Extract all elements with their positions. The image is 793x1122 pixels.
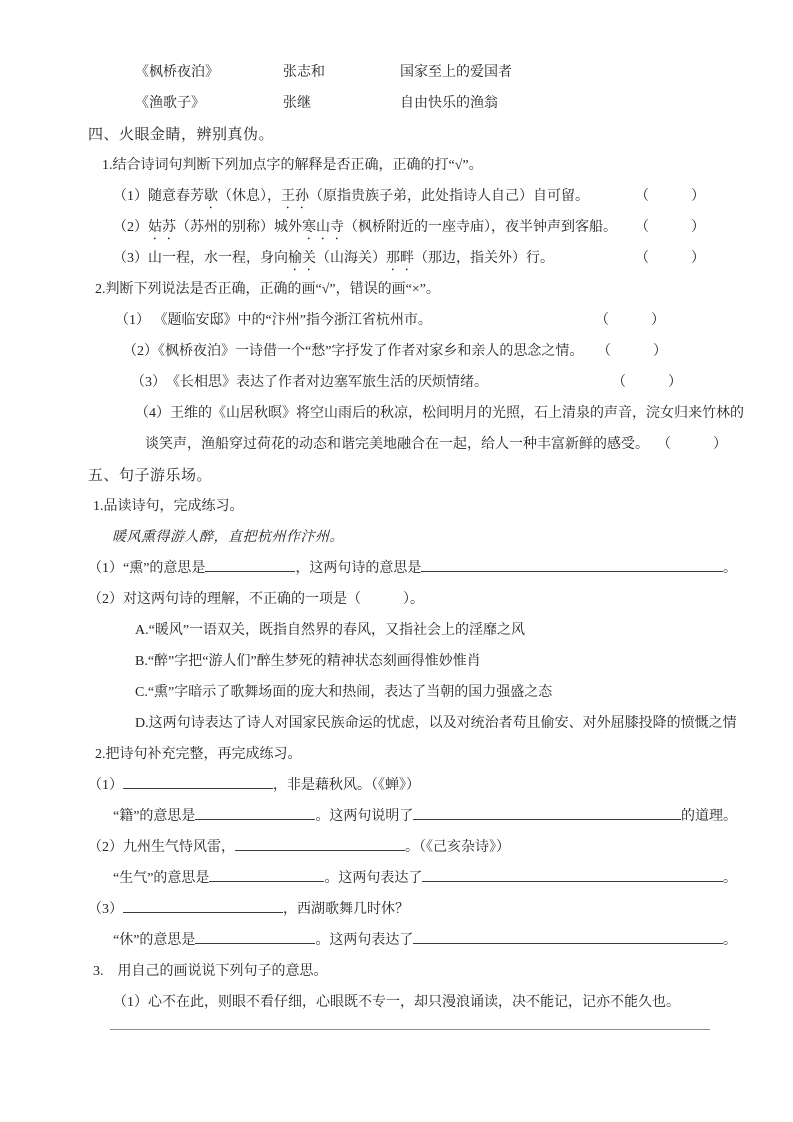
item-text-part: （原指贵族子弟，此处指诗人自己）自可留。 <box>309 189 589 204</box>
answer-blank <box>421 561 723 572</box>
s5-q1-sub-1 <box>88 558 737 580</box>
s5-q3-sub-1: （1）心不在此，则眼不看仔细，心眼既不专一，却只漫浪诵读，决不能记，记亦不能久也。 <box>113 995 680 1010</box>
answer-brackets: （ ） <box>635 189 705 204</box>
dotted-char: 寒山寺 <box>302 220 344 235</box>
option-a: A.“暖风”一语双关，既指自然界的春风，又指社会上的淫靡之风 <box>135 623 526 638</box>
fill-text: 。 <box>723 561 737 576</box>
item-text: （3） 《长相思》表达了作者对边塞军旅生活的厌烦情绪。 <box>131 375 488 390</box>
answer-blank <box>422 871 723 882</box>
s5-q2-sub-2b <box>88 868 737 890</box>
poem-title: 《渔歌子》 <box>135 96 205 111</box>
answer-writing-line <box>110 1029 710 1030</box>
fill-text: 。这两句表达了 <box>315 933 414 948</box>
answer-blank <box>195 933 315 944</box>
answer-brackets: （ ） <box>635 251 705 266</box>
s5-q1-intro: 1.品读诗句，完成练习。 <box>93 499 244 514</box>
section-5-heading: 五、句子游乐场。 <box>88 468 213 484</box>
s4-q2-intro: 2.判断下列说法是否正确，正确的画“√”，错误的画“×”。 <box>95 282 440 297</box>
answer-brackets: （ ） <box>657 437 727 452</box>
answer-blank <box>123 778 273 789</box>
s4-q1-item-3 <box>88 248 737 270</box>
answer-brackets: （ ） <box>595 313 665 328</box>
answer-blank <box>235 840 405 851</box>
fill-text: 。 <box>723 933 737 948</box>
s5-q2-sub-3b <box>88 930 737 952</box>
answer-brackets: （ ） <box>612 375 682 390</box>
item-text: （1） 《题临安邸》中的“汴州”指今浙江省杭州市。 <box>115 313 432 328</box>
item-text-part: （2） <box>113 220 148 235</box>
s4-q1-item-2 <box>88 217 737 239</box>
dotted-char: 王孙 <box>281 189 309 204</box>
option-c: C.“熏”字暗示了歌舞场面的庞大和热闹，表达了当朝的国力强盛之态 <box>135 685 553 700</box>
answer-blank <box>123 902 283 913</box>
answer-blank <box>413 933 723 944</box>
fill-text: 。 <box>723 871 737 886</box>
answer-blank <box>205 561 295 572</box>
s4-q1-item-1 <box>88 186 737 208</box>
fill-text: 的道理。 <box>681 809 737 824</box>
item-text-part: （休息）， <box>218 189 281 204</box>
answer-blank <box>209 871 324 882</box>
item-text-part: （山海关） <box>316 251 386 266</box>
poem-author: 张继 <box>283 96 311 111</box>
matching-row <box>88 93 737 115</box>
fill-text: 。这两句表达了 <box>324 871 423 886</box>
s5-q2-sub-1b <box>88 806 737 828</box>
s4-q2-item-2 <box>88 341 737 363</box>
fill-text: ，这两句诗的意思是 <box>295 561 422 576</box>
dotted-char: 那畔 <box>386 251 414 266</box>
item-text <box>113 186 589 212</box>
dotted-char: 榆关 <box>288 251 316 266</box>
section-4-heading: 四、火眼金睛，辨别真伪。 <box>88 127 275 143</box>
s5-q1-sub-2: （2）对这两句诗的理解，不正确的一项是（ ）。 <box>88 592 424 607</box>
item-text: 谈笑声，渔船穿过荷花的动态和谐完美地融合在一起，给人一种丰富新鲜的感受。 <box>145 437 649 452</box>
item-text <box>113 248 554 274</box>
poem-line: 暖风熏得游人醉，直把杭州作汴州。 <box>112 530 344 545</box>
item-text-part: （1）随意春芳 <box>113 189 204 204</box>
s5-q2-sub-3 <box>88 899 737 921</box>
fill-text: “生气”的意思是 <box>113 871 210 886</box>
s4-q1-intro: 1.结合诗词句判断下列加点字的解释是否正确，正确的打“√”。 <box>102 158 483 173</box>
fill-text: ，非是藉秋风。（《蝉》） <box>273 778 420 793</box>
fill-text: （1） <box>88 778 123 793</box>
item-text-part: （3）山一程，水一程，身向 <box>113 251 288 266</box>
option-d: D.这两句诗表达了诗人对国家民族命运的忧虑，以及对统治者苟且偷安、对外屈膝投降的愤慨之情 <box>135 716 737 731</box>
s5-q2-sub-2 <box>88 837 737 859</box>
fill-text: 。这两句说明了 <box>315 809 414 824</box>
s5-q2-intro: 2.把诗句补充完整，再完成练习。 <box>95 747 302 762</box>
poem-title: 《枫桥夜泊》 <box>135 65 219 80</box>
s4-q2-item-1 <box>88 310 737 332</box>
poem-author: 张志和 <box>283 65 325 80</box>
fill-text: （1）“熏”的意思是 <box>88 561 206 576</box>
answer-brackets: （ ） <box>635 220 705 235</box>
s5-q3-intro: 3. 用自己的画说说下列句子的意思。 <box>93 964 328 979</box>
s4-q2-item-4-line-1: （4）王维的《山居秋暝》将空山雨后的秋凉，松间明月的光照，石上清泉的声音，浣女归来竹林的 <box>135 406 744 421</box>
fill-text: “籍”的意思是 <box>113 809 196 824</box>
item-text-part: （枫桥附近的一座寺庙），夜半钟声到客船。 <box>344 220 617 235</box>
poem-description: 自由快乐的渔翁 <box>400 96 498 111</box>
answer-blank <box>413 809 681 820</box>
dotted-char: 姑苏 <box>148 220 176 235</box>
s4-q2-item-3 <box>88 372 737 394</box>
fill-text: （3） <box>88 902 123 917</box>
option-b: B.“醉”字把“游人们”醉生梦死的精神状态刻画得惟妙惟肖 <box>135 654 481 669</box>
fill-text: ，西湖歌舞几时休？ <box>283 902 409 917</box>
s4-q2-item-4-line-2 <box>88 434 737 456</box>
dotted-char: 歇 <box>204 189 218 204</box>
s5-q2-sub-1 <box>88 775 737 797</box>
item-text-part: （那边，指关外）行。 <box>414 251 554 266</box>
fill-text: “休”的意思是 <box>113 933 196 948</box>
answer-brackets: （ ） <box>597 344 667 359</box>
item-text: （2）《枫桥夜泊》一诗借一个“愁”字抒发了作者对家乡和亲人的思念之情。 <box>123 344 584 359</box>
poem-description: 国家至上的爱国者 <box>400 65 512 80</box>
fill-text: 。（《己亥杂诗》） <box>405 840 510 855</box>
answer-blank <box>195 809 315 820</box>
fill-text: （2）九州生气恃风雷， <box>88 840 235 855</box>
item-text <box>113 217 617 243</box>
item-text-part: （苏州的别称）城外 <box>176 220 302 235</box>
matching-row <box>88 62 737 84</box>
